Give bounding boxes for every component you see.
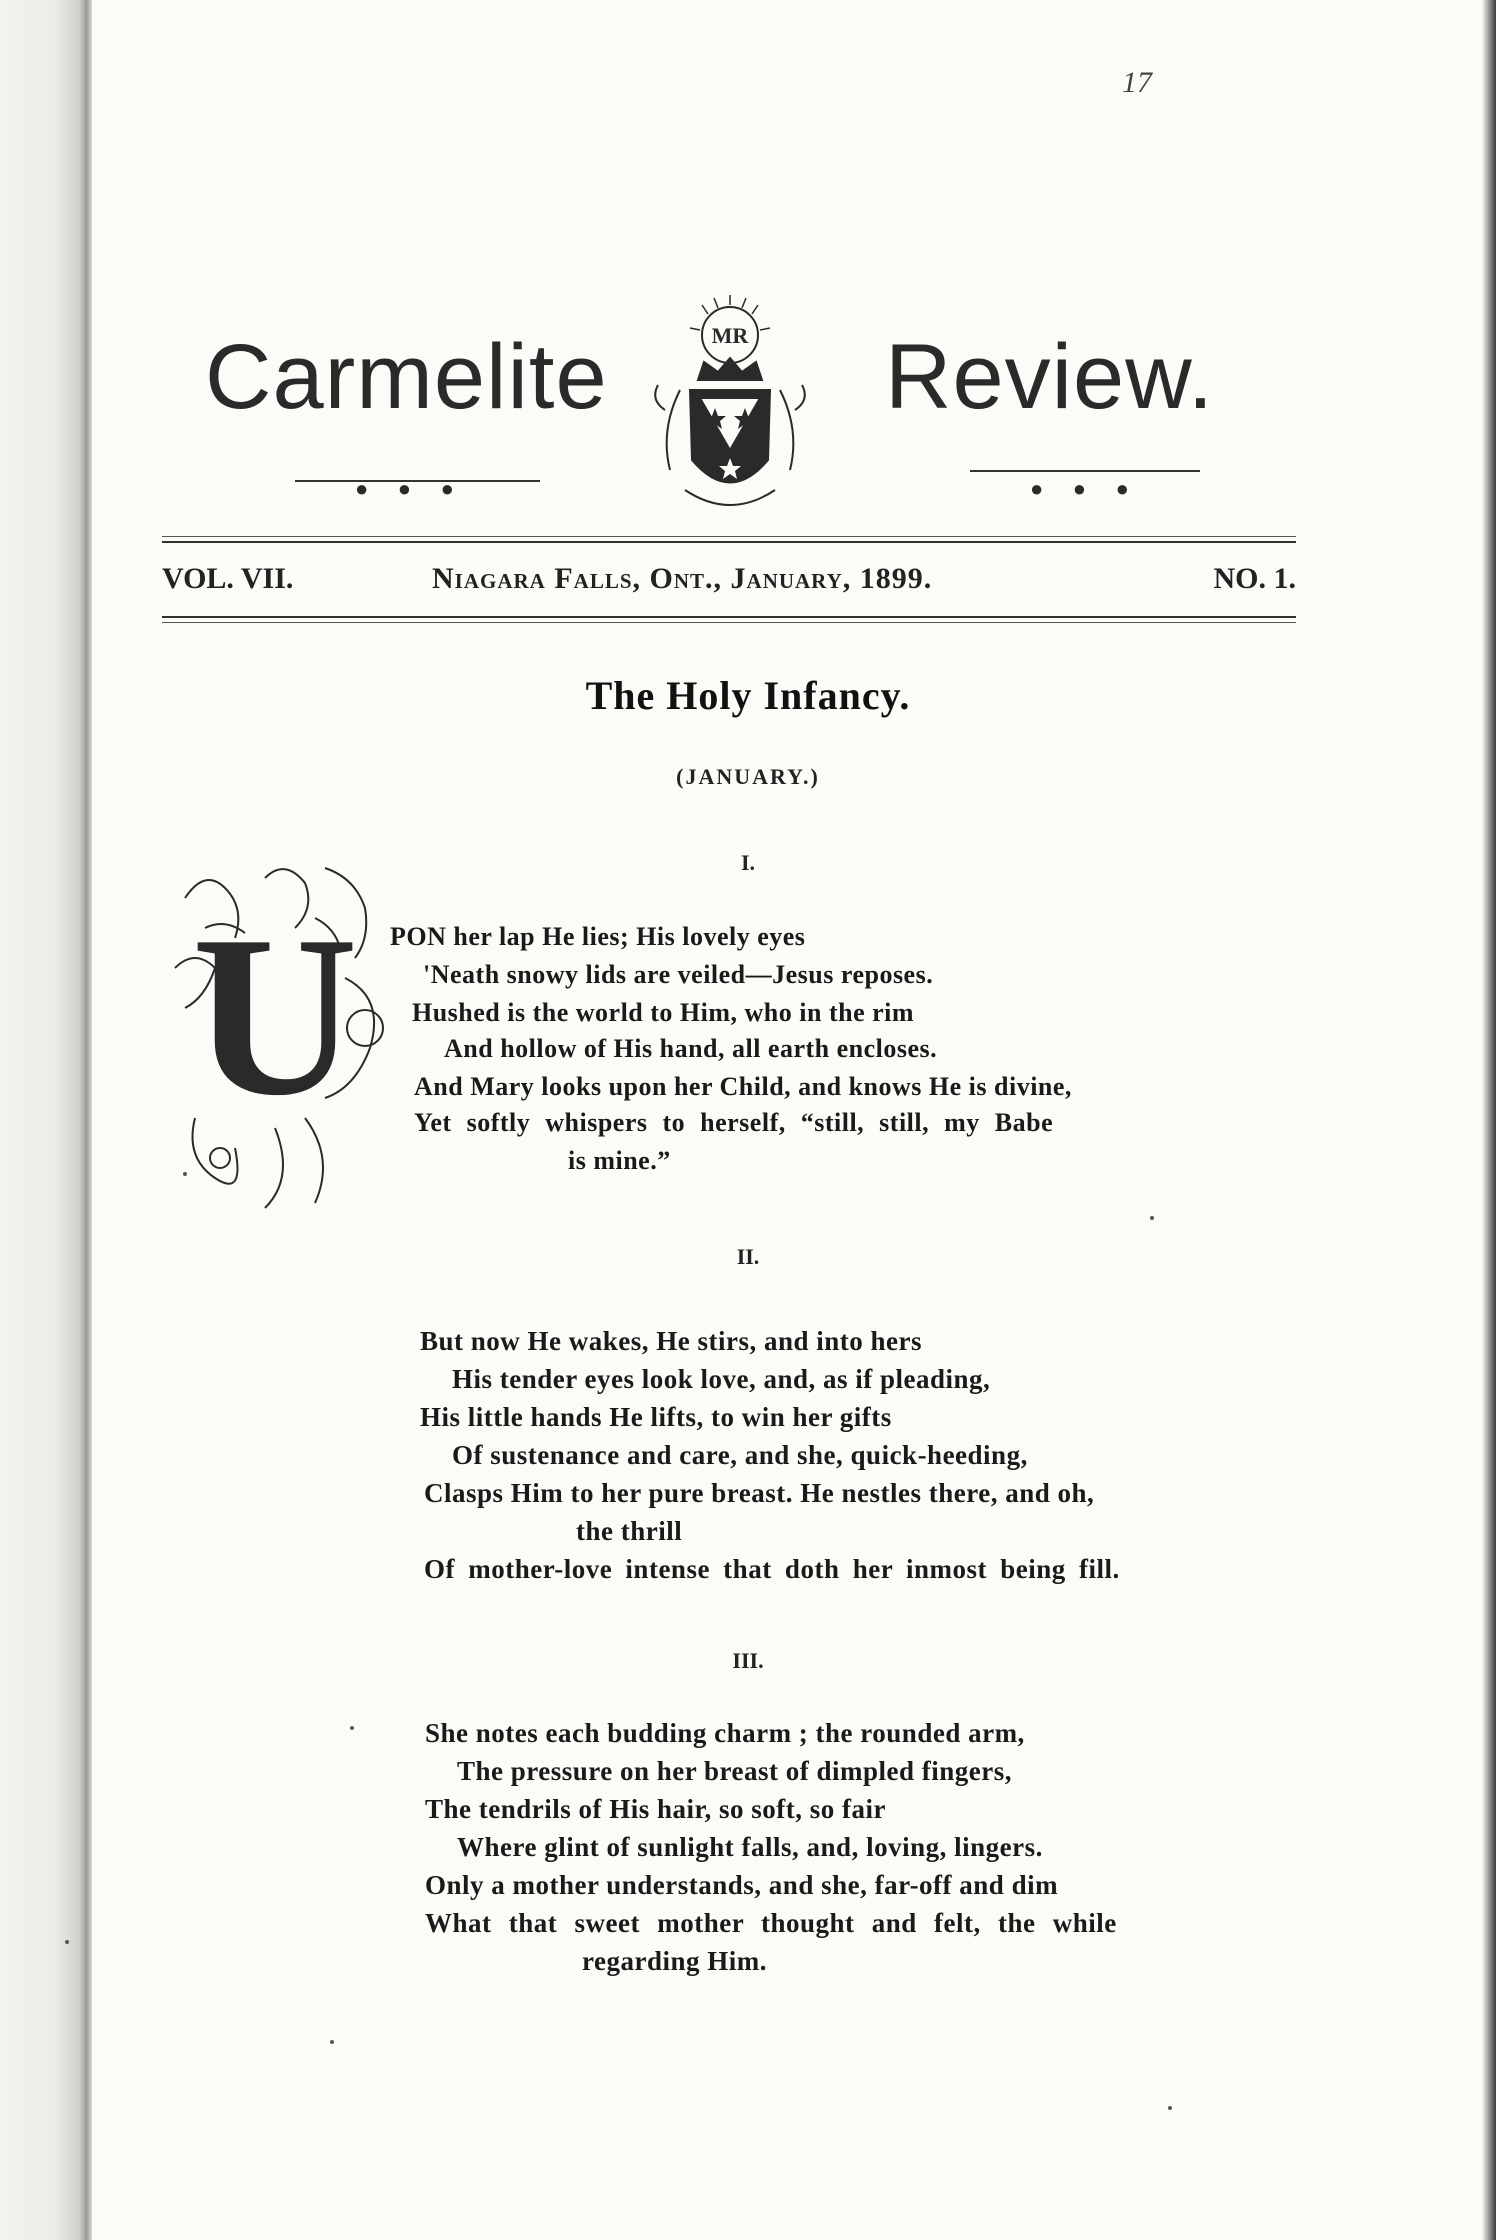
poem-line: The pressure on her breast of dimpled fingers, bbox=[457, 1756, 1013, 1786]
scan-speck bbox=[1168, 2106, 1172, 2110]
masthead-title-right: Review. bbox=[885, 326, 1215, 428]
poem-line: Clasps Him to her pure breast. He nestles there, and oh, bbox=[424, 1478, 1095, 1508]
dropcap-letter: U bbox=[191, 888, 359, 1143]
poem-line: She notes each budding charm ; the rounded arm, bbox=[425, 1718, 1025, 1748]
page-gutter-shadow bbox=[0, 0, 92, 2240]
poem-line: regarding Him. bbox=[582, 1946, 767, 1976]
poem-line: Yet softly whispers to herself, “still, still, my Babe bbox=[414, 1108, 1054, 1137]
stanza-numeral: II. bbox=[736, 1244, 760, 1269]
poem-subtitle: (JANUARY.) bbox=[676, 764, 820, 789]
scan-speck bbox=[330, 2040, 334, 2044]
stanza-numeral: III. bbox=[732, 1648, 764, 1673]
scan-speck bbox=[65, 1940, 69, 1944]
poem-line: PON her lap He lies; His lovely eyes bbox=[390, 922, 806, 951]
place-and-date: Niagara Falls, Ont., January, 1899. bbox=[432, 562, 933, 595]
poem-line: Of sustenance and care, and she, quick-heeding, bbox=[452, 1440, 1028, 1470]
poem-line: His little hands He lifts, to win her gifts bbox=[420, 1402, 892, 1432]
poem-line: His tender eyes look love, and, as if pleading, bbox=[452, 1364, 991, 1394]
poem-line: And Mary looks upon her Child, and knows He is divine, bbox=[414, 1072, 1072, 1101]
poem-line: The tendrils of His hair, so soft, so fair bbox=[425, 1794, 887, 1824]
masthead-title-left: Carmelite bbox=[205, 326, 608, 428]
scan-speck bbox=[350, 1726, 354, 1730]
poem-line: 'Neath snowy lids are veiled—Jesus reposes. bbox=[423, 960, 934, 989]
carmelite-crest-emblem bbox=[640, 290, 820, 530]
poem-line: Where glint of sunlight falls, and, loving, lingers. bbox=[457, 1832, 1043, 1862]
poem-line: Hushed is the world to Him, who in the rim bbox=[412, 998, 915, 1027]
poem-line: Only a mother understands, and she, far-off and dim bbox=[425, 1870, 1059, 1900]
page-mark: 17 bbox=[1122, 66, 1152, 99]
stanza-numeral: I. bbox=[740, 850, 756, 875]
masthead-rule-top bbox=[162, 536, 1296, 547]
masthead-swash-right bbox=[970, 470, 1200, 472]
volume-number: VOL. VII. bbox=[162, 562, 294, 595]
poem-line: the thrill bbox=[576, 1516, 683, 1546]
emblem-monogram: MR bbox=[711, 323, 749, 348]
poem-line: And hollow of His hand, all earth encloses. bbox=[444, 1034, 938, 1063]
poem-line: is mine.” bbox=[568, 1146, 671, 1175]
masthead bbox=[160, 280, 1300, 530]
masthead-rule-bottom bbox=[162, 616, 1296, 627]
poem-title: The Holy Infancy. bbox=[585, 673, 911, 718]
poem-line: Of mother-love intense that doth her inmost being fill. bbox=[424, 1554, 1120, 1584]
issue-number: NO. 1. bbox=[1213, 562, 1296, 595]
poem-line: What that sweet mother thought and felt, the while bbox=[425, 1908, 1117, 1938]
page-right-edge bbox=[1482, 0, 1496, 2240]
scan-speck bbox=[183, 1172, 187, 1176]
ornamental-dropcap bbox=[165, 858, 395, 1218]
poem-line: But now He wakes, He stirs, and into hers bbox=[420, 1326, 923, 1356]
scan-speck bbox=[1150, 1216, 1154, 1220]
masthead-dots-left: ● ● ● bbox=[355, 476, 466, 501]
masthead-dots-right: ● ● ● bbox=[1030, 476, 1141, 501]
